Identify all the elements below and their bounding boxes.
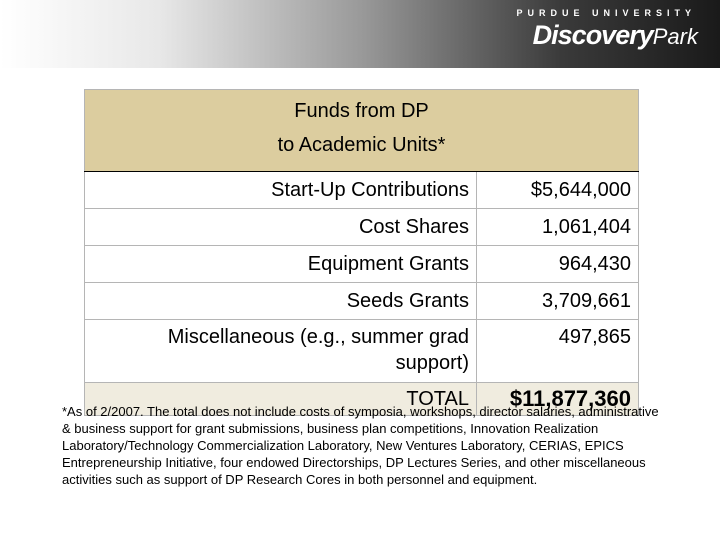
table-title <box>85 90 639 172</box>
brand-discovery: Discovery <box>532 20 653 50</box>
table-row <box>85 320 639 383</box>
row-value: 1,061,404 <box>477 209 639 246</box>
row-label: Seeds Grants <box>85 283 477 320</box>
row-label <box>85 320 477 383</box>
row-label: Cost Shares <box>85 209 477 246</box>
title-line-2: to Academic Units* <box>277 134 446 156</box>
total-value: $11,877,360 <box>477 383 639 416</box>
funds-table <box>84 89 639 416</box>
row-label-line-1: Miscellaneous (e.g., summer grad <box>167 326 469 348</box>
header-banner <box>0 0 720 68</box>
row-value: $5,644,000 <box>477 172 639 209</box>
total-label: TOTAL <box>85 383 477 416</box>
discovery-park-logo <box>516 8 698 49</box>
table-row <box>85 283 639 320</box>
row-label: Start-Up Contributions <box>85 172 477 209</box>
row-value: 964,430 <box>477 246 639 283</box>
table-row <box>85 172 639 209</box>
footnote: *As of 2/2007. The total does not include costs of symposia, workshops, director salaries, administrative & business support for grant submissions, business plan competitions, Innovation Realization Laboratory/Technology Commercialization Laboratory, New Ventures Laboratory, CERIAS, EPICS Entrepreneurship Initiative, four endowed Directorships, DP Lectures Series, and other miscellaneous activities such as support of DP Research Cores in both personnel and equipment. <box>62 404 659 487</box>
row-value: 497,865 <box>477 320 639 383</box>
title-line-1: Funds from DP <box>294 100 429 122</box>
row-label-line-2: support) <box>395 352 469 374</box>
row-value: 3,709,661 <box>477 283 639 320</box>
row-label: Equipment Grants <box>85 246 477 283</box>
brand-park: Park <box>652 24 698 49</box>
table-row <box>85 246 639 283</box>
university-name: PURDUE UNIVERSITY <box>516 8 696 18</box>
table-row <box>85 209 639 246</box>
